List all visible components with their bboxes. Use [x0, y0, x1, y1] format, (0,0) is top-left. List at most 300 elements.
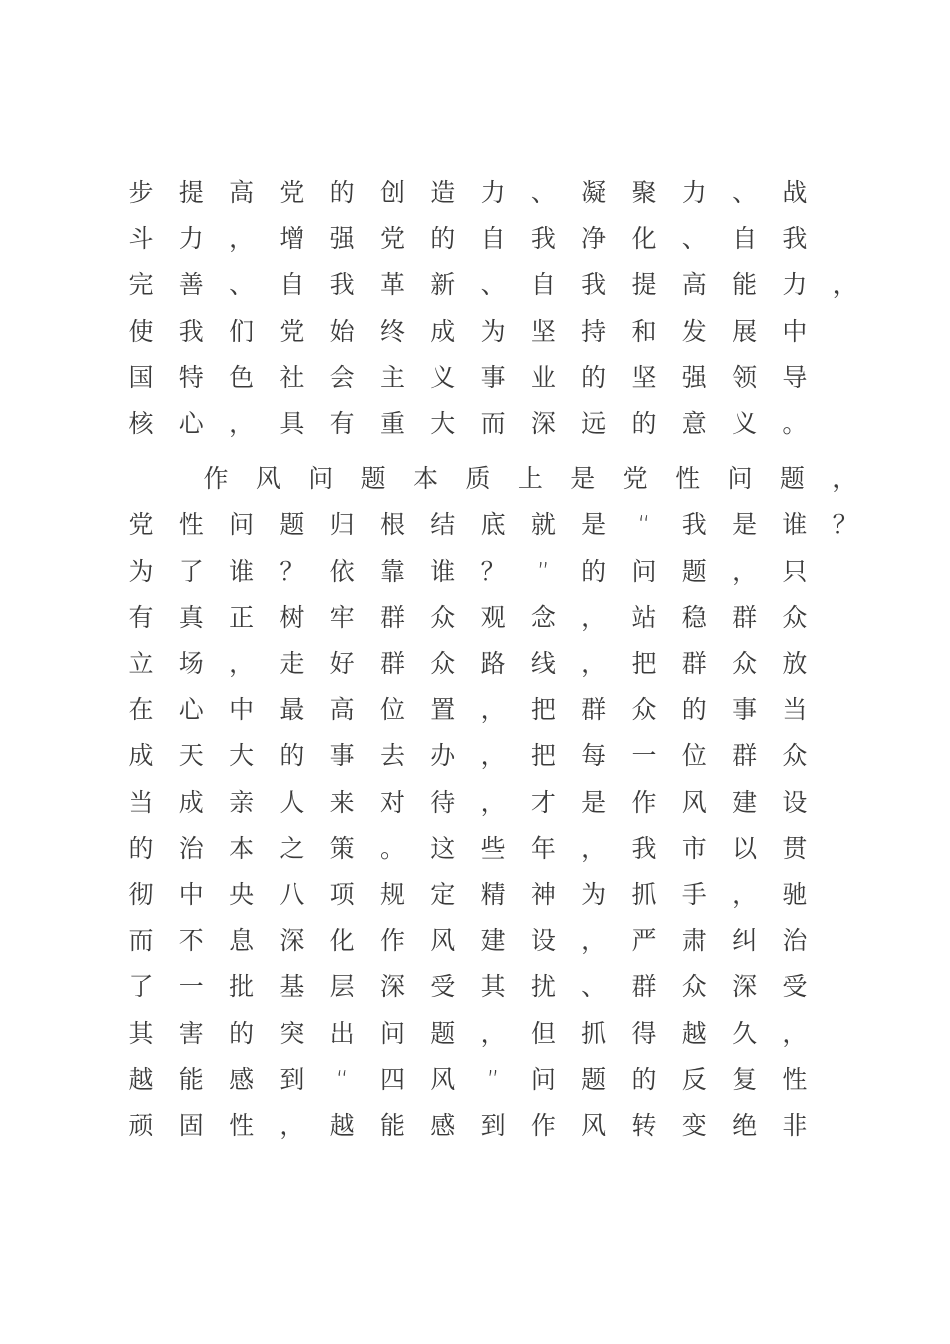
- text-char: 和: [631, 316, 657, 346]
- text-char: 提: [631, 270, 657, 300]
- text-char: 反: [681, 1064, 707, 1094]
- text-char: 息: [229, 926, 255, 956]
- text-char: 设: [782, 787, 808, 817]
- text-char: 是: [732, 510, 758, 540]
- text-char: 我: [681, 510, 707, 540]
- text-char: 的: [329, 178, 355, 207]
- text-char: 建: [732, 787, 758, 817]
- text-char: 题: [279, 510, 305, 540]
- text-char: 央: [229, 880, 255, 909]
- text-char: 线: [530, 649, 556, 678]
- text-line: [0, 733, 950, 779]
- text-char: 问: [727, 464, 753, 494]
- text-char: 我: [530, 224, 556, 254]
- text-char: 大: [430, 409, 456, 438]
- text-char: 创: [379, 178, 405, 207]
- text-char: 上: [517, 464, 543, 494]
- text-char: ？: [480, 556, 506, 586]
- text-char: ，: [480, 741, 506, 771]
- text-char: 一: [178, 972, 204, 1002]
- text-char: 绝: [732, 1111, 758, 1140]
- text-char: 我: [178, 316, 204, 346]
- text-char: 凝: [581, 178, 607, 207]
- text-char: 八: [279, 880, 305, 909]
- text-char: 非: [782, 1111, 808, 1140]
- text-char: ？: [279, 556, 305, 586]
- text-char: 党: [379, 224, 405, 254]
- text-char: 具: [279, 409, 305, 438]
- text-char: 靠: [379, 556, 405, 586]
- text-char: 坚: [631, 362, 657, 392]
- text-char: 我: [631, 833, 657, 863]
- text-char: 贯: [782, 833, 808, 863]
- text-char: 能: [178, 1064, 204, 1094]
- text-char: 题: [681, 556, 707, 586]
- text-char: 坚: [530, 316, 556, 346]
- text-char: 是: [581, 787, 607, 817]
- text-char: 有: [329, 409, 355, 438]
- text-char: 层: [329, 972, 355, 1002]
- text-char: 聚: [631, 178, 657, 207]
- text-char: 是: [581, 510, 607, 540]
- text-char: 化: [329, 926, 355, 956]
- text-char: 群: [631, 972, 657, 1002]
- text-char: 化: [631, 224, 657, 254]
- text-char: 人: [279, 787, 305, 817]
- text-char: 在: [128, 695, 154, 725]
- text-char: 的: [229, 1018, 255, 1048]
- text-char: 谁: [782, 510, 808, 540]
- text-char: 群: [681, 649, 707, 678]
- text-char: 最: [279, 695, 305, 725]
- text-char: ，: [832, 464, 858, 494]
- text-char: 群: [732, 602, 758, 632]
- text-char: ，: [581, 602, 607, 632]
- text-char: 四: [379, 1064, 405, 1094]
- text-char: 对: [379, 787, 405, 817]
- text-char: 领: [732, 362, 758, 392]
- text-char: 力: [782, 270, 808, 300]
- text-char: 为: [581, 880, 607, 909]
- text-char: 作: [379, 926, 405, 956]
- text-char: 为: [480, 316, 506, 346]
- text-char: ，: [480, 1018, 506, 1048]
- text-line: [0, 780, 950, 826]
- text-char: 越: [329, 1111, 355, 1140]
- text-char: 群: [581, 695, 607, 725]
- text-char: 性: [782, 1064, 808, 1094]
- text-char: 步: [128, 178, 154, 207]
- text-char: 风: [430, 1064, 456, 1094]
- text-char: 依: [329, 556, 355, 586]
- text-line: [0, 170, 950, 216]
- text-char: 能: [379, 1111, 405, 1140]
- text-char: 高: [229, 178, 255, 207]
- text-char: 的: [279, 741, 305, 771]
- text-char: 提: [178, 178, 204, 207]
- text-char: 性: [229, 1111, 255, 1140]
- text-char: 树: [279, 602, 305, 632]
- text-line: [0, 872, 950, 918]
- text-char: 核: [128, 409, 154, 438]
- text-char: 深: [379, 972, 405, 1002]
- text-char: 问: [308, 464, 334, 494]
- text-line: [0, 549, 950, 595]
- text-char: 固: [178, 1111, 204, 1140]
- text-char: 性: [178, 510, 204, 540]
- text-char: 题: [581, 1064, 607, 1094]
- text-char: 场: [178, 649, 204, 678]
- text-char: 使: [128, 316, 154, 346]
- text-char: 风: [430, 926, 456, 956]
- text-char: 问: [530, 1064, 556, 1094]
- text-line: [0, 216, 950, 262]
- text-char: 事: [732, 695, 758, 725]
- text-char: 观: [480, 602, 506, 632]
- text-char: ，: [832, 270, 858, 300]
- text-line: [0, 262, 950, 308]
- text-char: 高: [681, 270, 707, 300]
- text-char: 手: [681, 880, 707, 909]
- text-line: [0, 309, 950, 355]
- text-char: 革: [379, 270, 405, 300]
- text-char: ”: [486, 1064, 500, 1094]
- text-char: 出: [329, 1018, 355, 1048]
- text-char: 感: [229, 1064, 255, 1094]
- text-char: 众: [732, 649, 758, 678]
- text-char: 我: [782, 224, 808, 254]
- text-line: [0, 826, 950, 872]
- text-char: 重: [379, 409, 405, 438]
- text-char: 到: [480, 1111, 506, 1140]
- text-char: 完: [128, 270, 154, 300]
- text-char: 群: [379, 649, 405, 678]
- text-char: 业: [530, 362, 556, 392]
- text-char: 深: [279, 926, 305, 956]
- text-char: 的: [581, 556, 607, 586]
- text-char: 众: [681, 972, 707, 1002]
- text-char: 有: [128, 602, 154, 632]
- text-char: 设: [530, 926, 556, 956]
- text-char: 害: [178, 1018, 204, 1048]
- text-char: 。: [379, 833, 405, 863]
- text-char: 纠: [732, 926, 758, 956]
- text-char: 其: [128, 1018, 154, 1048]
- text-char: 站: [631, 602, 657, 632]
- text-char: 强: [329, 224, 355, 254]
- text-char: 扰: [530, 972, 556, 1002]
- text-char: 自: [530, 270, 556, 300]
- text-char: 结: [430, 510, 456, 540]
- text-char: 好: [329, 649, 355, 678]
- text-char: ，: [229, 649, 255, 678]
- text-char: 发: [681, 316, 707, 346]
- text-char: 肃: [681, 926, 707, 956]
- text-char: 到: [279, 1064, 305, 1094]
- text-char: 市: [681, 833, 707, 863]
- text-char: ，: [581, 926, 607, 956]
- text-char: “: [637, 510, 651, 540]
- text-char: 、: [732, 178, 758, 207]
- text-char: 成: [178, 787, 204, 817]
- text-line: [0, 401, 950, 447]
- text-char: 才: [530, 787, 556, 817]
- text-char: 会: [329, 362, 355, 392]
- text-char: 题: [430, 1018, 456, 1048]
- text-char: 正: [229, 602, 255, 632]
- text-char: 的: [631, 409, 657, 438]
- text-char: 力: [480, 178, 506, 207]
- text-char: 复: [732, 1064, 758, 1094]
- text-char: ，: [732, 556, 758, 586]
- text-char: 作: [631, 787, 657, 817]
- text-char: ，: [732, 880, 758, 909]
- text-char: 就: [530, 510, 556, 540]
- text-line: [0, 1057, 950, 1103]
- text-char: 稳: [681, 602, 707, 632]
- text-line: [0, 1103, 950, 1149]
- text-char: 其: [480, 972, 506, 1002]
- text-char: 党: [279, 178, 305, 207]
- text-char: ，: [229, 409, 255, 438]
- text-char: 社: [279, 362, 305, 392]
- text-char: 善: [178, 270, 204, 300]
- text-char: 作: [530, 1111, 556, 1140]
- text-char: 办: [430, 741, 456, 771]
- text-line: [0, 687, 950, 733]
- text-char: 放: [782, 649, 808, 678]
- text-char: 的: [581, 362, 607, 392]
- text-char: 感: [430, 1111, 456, 1140]
- text-char: 心: [178, 695, 204, 725]
- text-line: [0, 355, 950, 401]
- text-char: “: [335, 1064, 349, 1094]
- text-char: 而: [128, 926, 154, 956]
- text-char: 造: [430, 178, 456, 207]
- text-char: ，: [782, 1018, 808, 1048]
- text-char: 精: [480, 880, 506, 909]
- text-char: 成: [128, 741, 154, 771]
- text-char: 抓: [581, 1018, 607, 1048]
- text-char: 们: [229, 316, 255, 346]
- text-char: 性: [675, 464, 701, 494]
- text-char: 真: [178, 602, 204, 632]
- text-char: 自: [732, 224, 758, 254]
- text-char: 群: [379, 602, 405, 632]
- text-char: 把: [530, 741, 556, 771]
- text-char: 项: [329, 880, 355, 909]
- text-char: 基: [279, 972, 305, 1002]
- text-char: 立: [128, 649, 154, 678]
- text-char: 力: [681, 178, 707, 207]
- text-char: 亲: [229, 787, 255, 817]
- text-char: 。: [782, 409, 808, 438]
- text-char: 规: [379, 880, 405, 909]
- text-char: 风: [581, 1111, 607, 1140]
- text-char: 斗: [128, 224, 154, 254]
- text-char: 党: [128, 510, 154, 540]
- text-char: 题: [779, 464, 805, 494]
- text-char: 以: [732, 833, 758, 863]
- text-char: 之: [279, 833, 305, 863]
- text-line: [0, 918, 950, 964]
- text-char: 中: [229, 695, 255, 725]
- text-char: 本: [413, 464, 439, 494]
- text-char: 持: [581, 316, 607, 346]
- text-line: [0, 595, 950, 641]
- text-char: 始: [329, 316, 355, 346]
- text-char: 归: [329, 510, 355, 540]
- text-char: ，: [581, 833, 607, 863]
- text-char: 这: [430, 833, 456, 863]
- text-char: 是: [570, 464, 596, 494]
- text-char: 、: [581, 972, 607, 1002]
- text-char: 治: [782, 926, 808, 956]
- text-char: 远: [581, 409, 607, 438]
- text-char: ，: [279, 1111, 305, 1140]
- text-char: 待: [430, 787, 456, 817]
- text-char: ，: [480, 787, 506, 817]
- text-char: 谁: [229, 556, 255, 586]
- text-char: 终: [379, 316, 405, 346]
- text-char: 得: [631, 1018, 657, 1048]
- text-char: 增: [279, 224, 305, 254]
- text-char: 问: [631, 556, 657, 586]
- text-char: 为: [128, 556, 154, 586]
- text-char: 彻: [128, 880, 154, 909]
- text-char: 质: [465, 464, 491, 494]
- text-char: 去: [379, 741, 405, 771]
- text-char: 根: [379, 510, 405, 540]
- text-char: 变: [681, 1111, 707, 1140]
- text-char: 风: [255, 464, 281, 494]
- text-char: 党: [622, 464, 648, 494]
- text-char: 路: [480, 649, 506, 678]
- text-char: 了: [178, 556, 204, 586]
- text-char: 不: [178, 926, 204, 956]
- text-char: 但: [530, 1018, 556, 1048]
- text-char: 力: [178, 224, 204, 254]
- text-char: 本: [229, 833, 255, 863]
- text-char: 问: [229, 510, 255, 540]
- text-char: 、: [681, 224, 707, 254]
- text-char: 意: [681, 409, 707, 438]
- text-char: 事: [329, 741, 355, 771]
- text-char: 深: [732, 972, 758, 1002]
- text-char: ？: [832, 510, 858, 540]
- text-char: 位: [379, 695, 405, 725]
- text-char: 作: [203, 464, 229, 494]
- text-char: 能: [732, 270, 758, 300]
- text-char: 受: [430, 972, 456, 1002]
- text-line: [0, 964, 950, 1010]
- text-char: 党: [279, 316, 305, 346]
- text-char: 当: [128, 787, 154, 817]
- text-char: 中: [782, 316, 808, 346]
- text-char: 位: [681, 741, 707, 771]
- text-char: 驰: [782, 880, 808, 909]
- text-char: 顽: [128, 1111, 154, 1140]
- text-char: 而: [480, 409, 506, 438]
- text-char: ，: [480, 695, 506, 725]
- text-char: 展: [732, 316, 758, 346]
- text-char: 中: [178, 880, 204, 909]
- text-char: 众: [631, 695, 657, 725]
- text-char: 众: [782, 741, 808, 771]
- text-char: 转: [631, 1111, 657, 1140]
- text-char: 策: [329, 833, 355, 863]
- text-char: 群: [732, 741, 758, 771]
- text-char: 我: [329, 270, 355, 300]
- text-char: 些: [480, 833, 506, 863]
- text-char: 导: [782, 362, 808, 392]
- text-char: ，: [581, 649, 607, 678]
- text-char: 每: [581, 741, 607, 771]
- text-char: 自: [279, 270, 305, 300]
- text-line: [0, 502, 950, 548]
- text-char: 、: [480, 270, 506, 300]
- text-char: 深: [530, 409, 556, 438]
- text-char: 定: [430, 880, 456, 909]
- text-char: 牢: [329, 602, 355, 632]
- text-char: 事: [480, 362, 506, 392]
- text-char: 战: [782, 178, 808, 207]
- text-char: 只: [782, 556, 808, 586]
- text-char: 谁: [430, 556, 456, 586]
- text-char: 久: [732, 1018, 758, 1048]
- text-char: 心: [178, 409, 204, 438]
- text-char: 色: [229, 362, 255, 392]
- text-char: 风: [681, 787, 707, 817]
- text-char: 新: [430, 270, 456, 300]
- text-char: 众: [430, 649, 456, 678]
- text-char: 我: [581, 270, 607, 300]
- text-char: 高: [329, 695, 355, 725]
- text-char: 众: [430, 602, 456, 632]
- text-char: 把: [530, 695, 556, 725]
- text-char: 、: [530, 178, 556, 207]
- text-char: 国: [128, 362, 154, 392]
- text-char: 净: [581, 224, 607, 254]
- text-char: 问: [379, 1018, 405, 1048]
- text-line: [0, 456, 950, 502]
- text-char: 受: [782, 972, 808, 1002]
- text-char: 念: [530, 602, 556, 632]
- text-char: 成: [430, 316, 456, 346]
- text-char: 严: [631, 926, 657, 956]
- text-char: 义: [732, 409, 758, 438]
- text-char: 的: [430, 224, 456, 254]
- text-char: 的: [681, 695, 707, 725]
- text-char: 了: [128, 972, 154, 1002]
- text-char: 众: [782, 602, 808, 632]
- text-char: 义: [430, 362, 456, 392]
- text-char: 当: [782, 695, 808, 725]
- text-char: 抓: [631, 880, 657, 909]
- text-char: ”: [536, 556, 550, 586]
- text-char: 走: [279, 649, 305, 678]
- text-char: 神: [530, 880, 556, 909]
- text-char: 主: [379, 362, 405, 392]
- text-char: 大: [229, 741, 255, 771]
- text-line: [0, 641, 950, 687]
- text-char: 强: [681, 362, 707, 392]
- text-char: 题: [360, 464, 386, 494]
- text-char: 自: [480, 224, 506, 254]
- text-char: 治: [178, 833, 204, 863]
- text-char: 越: [128, 1064, 154, 1094]
- text-char: 批: [229, 972, 255, 1002]
